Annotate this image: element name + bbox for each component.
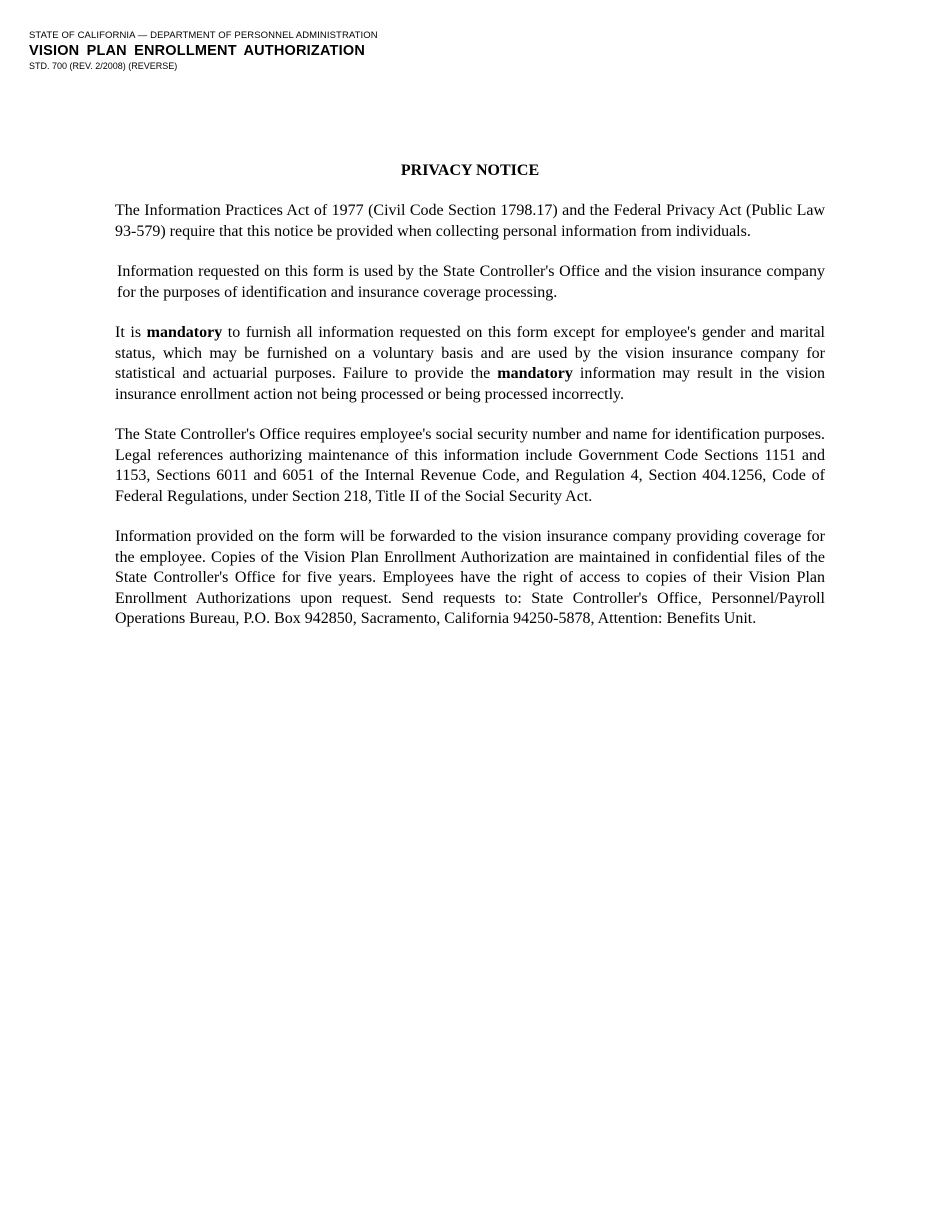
form-header [29,30,378,72]
mandatory-emphasis-2: mandatory [497,365,573,382]
mandatory-emphasis-1: mandatory [146,324,223,341]
paragraph-3-text-3: information may result in the vision insurance enrollment action not being processed or being processed incorrectly. [115,365,826,403]
notice-title: PRIVACY NOTICE [400,162,540,179]
notice-paragraph-1: The Information Practices Act of 1977 (Civil Code Section 1798.17) and the Federal Privacy Act (Public Law 93-579) require that this notice be provided when collecting personal information from individuals. [115,202,825,240]
paragraph-3-text-2: to furnish all information requested on this form except for employee's gender and marital status, which may be furnished on a voluntary basis and are used by the vision insurance company for statistical and actuarial purposes. Failure to provide the [115,324,825,382]
form-number: STD. 700 (REV. 2/2008) (REVERSE) [29,61,178,71]
notice-paragraph-5: Information provided on the form will be forwarded to the vision insurance company providing coverage for the employee. Copies of the Vision Plan Enrollment Authorization are maintained in confidential files of the State Controller's Office for five years. Employees have the right of access to copies of their Vision Plan Enrollment Authorizations upon request. Send requests to: State Controller's Office, Personnel/Payroll Operations Bureau, P.O. Box 942850, Sacramento, California 94250-5878, Attention: Benefits Unit. [115,528,825,627]
notice-paragraph-4: The State Controller's Office requires employee's social security number and name for identification purposes. Legal references authorizing maintenance of this information include Government Code Sections 1151 and 1153, Sections 6011 and 6051 of the Internal Revenue Code, and Regulation 4, Section 404.1256, Code of Federal Regulations, under Section 218, Title II of the Social Security Act. [115,426,825,505]
privacy-notice [115,160,825,650]
notice-paragraph-2: Information requested on this form is used by the State Controller's Office and the vision insurance company for the purposes of identification and insurance coverage processing. [117,263,825,301]
notice-paragraph-3 [115,323,825,405]
paragraph-3-text-1: It is [115,324,147,341]
agency-line: STATE OF CALIFORNIA — DEPARTMENT OF PERSONNEL ADMINISTRATION [29,30,378,41]
form-title: VISION PLAN ENROLLMENT AUTHORIZATION [29,43,365,59]
